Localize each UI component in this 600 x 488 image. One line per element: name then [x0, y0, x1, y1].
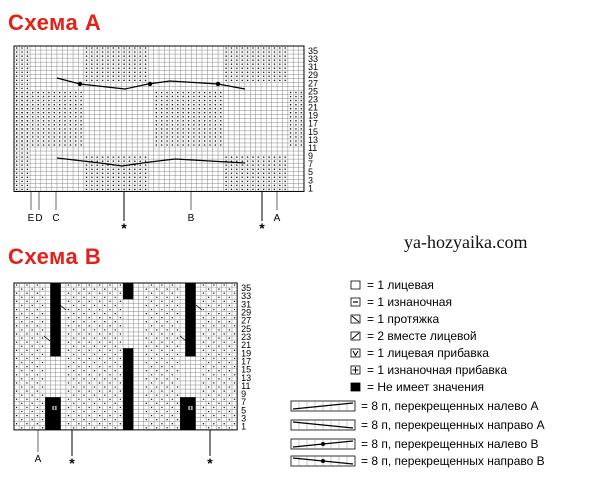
row-number: 21	[241, 340, 252, 351]
row-number: 29	[307, 70, 318, 81]
legend-item-purl-inc	[351, 363, 507, 377]
row-number: 23	[307, 94, 318, 105]
asterisk-mark: *	[259, 220, 265, 236]
row-number: 1	[307, 183, 313, 194]
scheme-b-row-numbers	[241, 283, 251, 432]
cable-knot-icon	[148, 82, 152, 86]
legend-item-cross-right-b	[291, 454, 545, 468]
site-watermark: ya-hozyaika.com	[404, 232, 528, 252]
legend-item-slip	[351, 312, 439, 326]
cable-knot-icon	[78, 82, 82, 86]
scheme-a-row-numbers	[308, 46, 318, 193]
column-mark: A	[273, 213, 281, 224]
row-number: 13	[307, 134, 318, 145]
column-mark: C	[52, 213, 60, 224]
legend-label: = 8 п, перекрещенных налево В	[361, 437, 539, 451]
row-number: 23	[241, 331, 252, 342]
asterisk-mark: *	[69, 455, 75, 471]
row-number: 35	[241, 283, 252, 293]
row-number: 3	[307, 175, 313, 186]
row-number: 15	[307, 126, 318, 137]
legend-item-knit	[351, 278, 434, 292]
row-number: 25	[307, 86, 318, 97]
scheme-b-chart	[14, 283, 251, 471]
row-number: 7	[307, 159, 313, 170]
legend-item-k2tog	[351, 329, 477, 343]
row-number: 7	[241, 397, 247, 408]
row-number: 21	[307, 102, 318, 113]
cable-knot-icon	[321, 459, 325, 463]
cable-knot-icon	[216, 82, 220, 86]
legend-label: = 8 п, перекрещенных направо В	[361, 454, 545, 468]
column-mark: B	[187, 213, 195, 224]
row-number: 9	[307, 151, 313, 162]
legend-item-knit-inc	[351, 346, 489, 360]
row-number: 35	[307, 46, 318, 56]
row-number: 25	[241, 323, 252, 334]
scheme-b-title: Схема В	[8, 244, 102, 269]
column-mark: D	[35, 213, 43, 224]
row-number: 33	[241, 291, 252, 302]
legend	[291, 278, 545, 468]
legend-label: = 1 изнаночная прибавка	[367, 363, 507, 377]
legend-label: = 1 изнаночная	[367, 295, 452, 309]
no-stitch-icon	[351, 383, 360, 391]
row-number: 33	[307, 54, 318, 65]
row-number: 1	[241, 421, 247, 432]
legend-item-cross-left-b	[291, 437, 539, 451]
row-number: 11	[241, 380, 251, 391]
asterisk-mark: *	[121, 220, 127, 236]
row-number: 3	[241, 413, 247, 424]
row-number: 15	[241, 364, 252, 375]
cable-knot-icon	[321, 442, 325, 446]
legend-item-cross-right-a	[291, 418, 545, 432]
row-number: 11	[307, 142, 318, 153]
asterisk-mark: *	[207, 455, 213, 471]
legend-item-cross-left-a	[291, 399, 539, 413]
legend-label: = Не имеет значения	[367, 380, 485, 394]
scheme-b-bottom-marks	[35, 430, 214, 471]
row-number: 31	[307, 62, 318, 73]
legend-label: = 8 п, перекрещенных налево А	[361, 399, 539, 413]
legend-label: = 1 протяжка	[367, 312, 440, 326]
row-number: 19	[307, 110, 318, 121]
legend-item-no-stitch	[351, 380, 484, 394]
column-mark: A	[34, 454, 42, 465]
column-mark: E	[27, 213, 35, 224]
row-number: 27	[307, 78, 318, 89]
row-number: 17	[241, 356, 252, 367]
row-number: 5	[307, 167, 313, 178]
legend-label: = 2 вместе лицевой	[367, 329, 477, 343]
row-number: 17	[307, 118, 318, 129]
legend-label: = 8 п, перекрещенных направо А	[361, 418, 545, 432]
row-number: 31	[241, 299, 252, 310]
knit-icon	[351, 281, 360, 289]
legend-label: = 1 лицевая прибавка	[367, 346, 489, 360]
row-number: 29	[241, 307, 252, 318]
scheme-a-bottom-marks	[28, 191, 281, 236]
legend-item-purl	[351, 295, 452, 309]
row-number: 13	[241, 372, 252, 383]
row-number: 27	[241, 315, 252, 326]
legend-label: = 1 лицевая	[367, 278, 434, 292]
row-number: 19	[241, 348, 252, 359]
row-number: 9	[241, 389, 247, 400]
row-number: 5	[241, 405, 247, 416]
scheme-a-title: Схема А	[8, 10, 102, 35]
scheme-a-chart	[14, 46, 318, 236]
